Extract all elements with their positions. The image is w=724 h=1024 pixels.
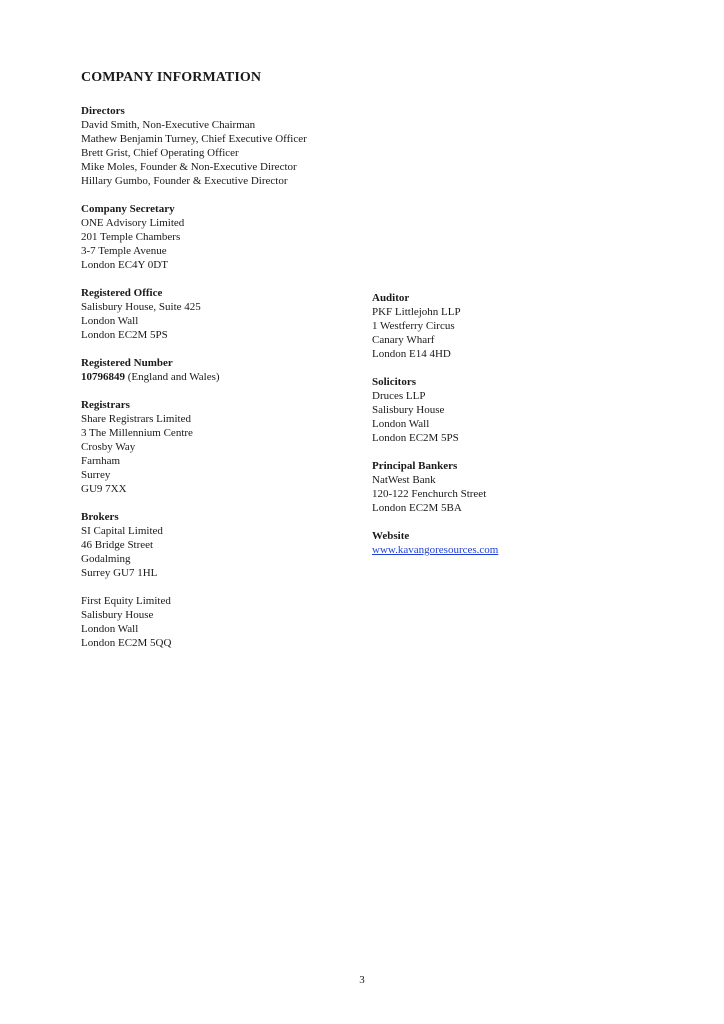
- address-line: Surrey GU7 1HL: [81, 567, 158, 579]
- directors-heading: Directors: [81, 105, 125, 117]
- director-line: Mathew Benjamin Turney, Chief Executive Officer: [81, 133, 307, 145]
- address-line: Salisbury House: [372, 404, 445, 416]
- address-line: 3-7 Temple Avenue: [81, 245, 167, 257]
- registered-office-section: [81, 286, 201, 342]
- director-line: Brett Grist, Chief Operating Officer: [81, 147, 239, 159]
- registered-number-value: 10796849: [81, 371, 125, 383]
- address-line: London EC2M 5PS: [372, 432, 459, 444]
- address-line: ONE Advisory Limited: [81, 217, 185, 229]
- address-line: PKF Littlejohn LLP: [372, 306, 461, 318]
- address-line: First Equity Limited: [81, 595, 171, 607]
- address-line: London Wall: [81, 623, 139, 635]
- address-line: Godalming: [81, 553, 131, 565]
- address-line: Salisbury House: [81, 609, 154, 621]
- address-line: 46 Bridge Street: [81, 539, 154, 551]
- website-link[interactable]: www.kavangoresources.com: [372, 544, 499, 556]
- registered-office-heading: Registered Office: [81, 287, 163, 299]
- principal-bankers-heading: Principal Bankers: [372, 460, 458, 472]
- auditor-heading: Auditor: [372, 292, 410, 304]
- director-line: Hillary Gumbo, Founder & Executive Director: [81, 175, 288, 187]
- address-line: London EC2M 5QQ: [81, 637, 172, 649]
- address-line: London EC2M 5PS: [81, 329, 168, 341]
- address-line: Farnham: [81, 455, 121, 467]
- address-line: Canary Wharf: [372, 334, 435, 346]
- auditor-section: [372, 291, 461, 361]
- address-line: London EC2M 5BA: [372, 502, 462, 514]
- brokers-second-section: [81, 594, 171, 650]
- address-line: 201 Temple Chambers: [81, 231, 181, 243]
- solicitors-section: [372, 375, 459, 445]
- director-line: Mike Moles, Founder & Non-Executive Director: [81, 161, 297, 173]
- address-line: 1 Westferry Circus: [372, 320, 455, 332]
- address-line: 3 The Millennium Centre: [81, 427, 193, 439]
- company-secretary-heading: Company Secretary: [81, 203, 175, 215]
- address-line: 120-122 Fenchurch Street: [372, 488, 487, 500]
- registrars-section: [81, 398, 193, 496]
- page-number: 3: [359, 974, 365, 986]
- registered-number-section: [81, 356, 220, 384]
- address-line: Crosby Way: [81, 441, 136, 453]
- registrars-heading: Registrars: [81, 399, 130, 411]
- address-line: GU9 7XX: [81, 483, 127, 495]
- director-line: David Smith, Non-Executive Chairman: [81, 119, 256, 131]
- address-line: Share Registrars Limited: [81, 413, 191, 425]
- brokers-section: [81, 510, 163, 580]
- website-heading: Website: [372, 530, 410, 542]
- address-line: NatWest Bank: [372, 474, 436, 486]
- principal-bankers-section: [372, 459, 486, 515]
- address-line: SI Capital Limited: [81, 525, 163, 537]
- address-line: London E14 4HD: [372, 348, 451, 360]
- company-secretary-section: [81, 202, 184, 272]
- page-title: COMPANY INFORMATION: [81, 70, 262, 85]
- address-line: Salisbury House, Suite 425: [81, 301, 201, 313]
- address-line: Druces LLP: [372, 390, 426, 402]
- registered-number-suffix: (England and Wales): [125, 371, 220, 383]
- website-line: [372, 543, 498, 557]
- solicitors-heading: Solicitors: [372, 376, 416, 388]
- directors-section: [81, 104, 307, 188]
- address-line: London EC4Y 0DT: [81, 259, 168, 271]
- registered-number-heading: Registered Number: [81, 357, 173, 369]
- address-line: London Wall: [81, 315, 139, 327]
- website-section: [372, 529, 498, 557]
- registered-number-line: [81, 370, 220, 384]
- brokers-heading: Brokers: [81, 511, 119, 523]
- address-line: London Wall: [372, 418, 430, 430]
- address-line: Surrey: [81, 469, 111, 481]
